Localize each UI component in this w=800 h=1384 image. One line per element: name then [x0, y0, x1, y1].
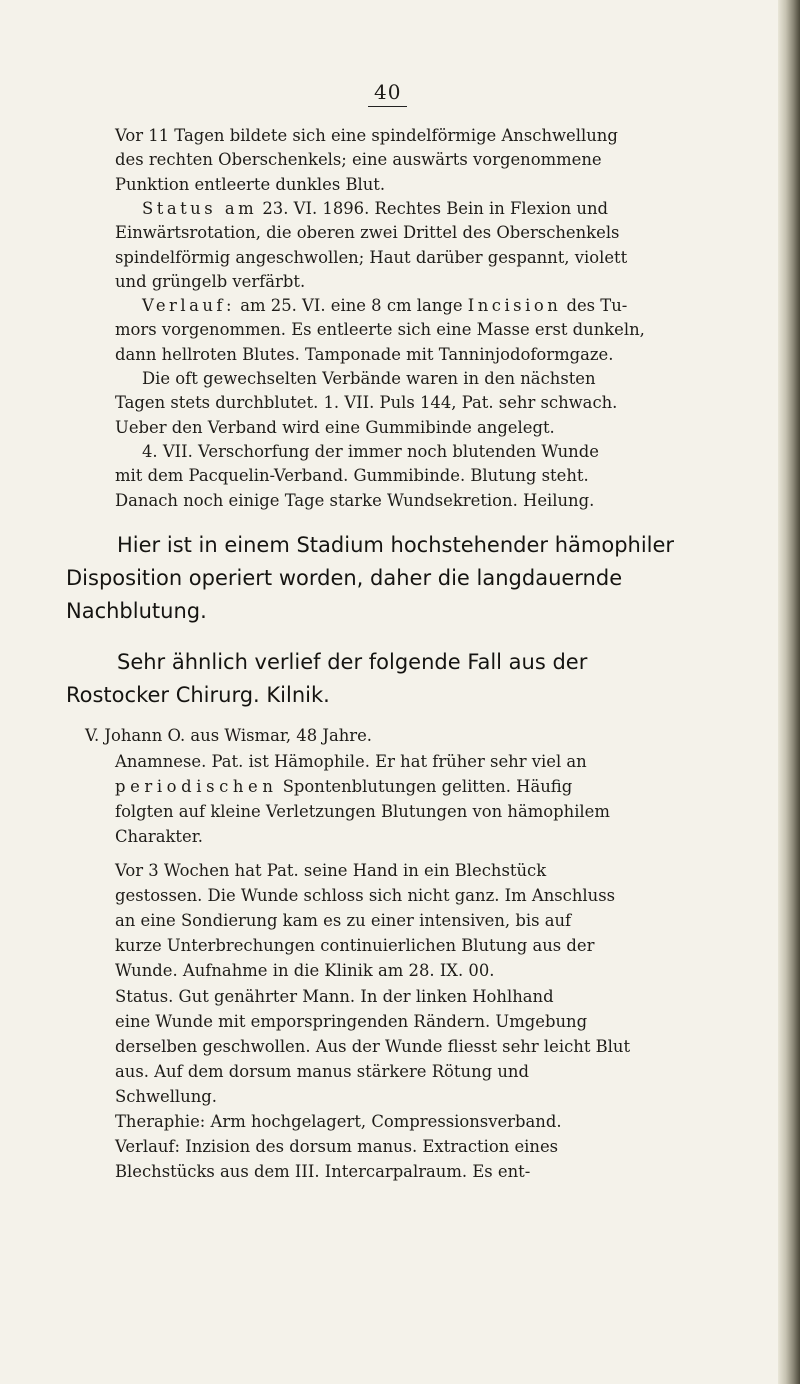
text-line: spindelförmig angeschwollen; Haut darüber gespannt, violett [115, 248, 628, 267]
text-line: Vor 11 Tagen bildete sich eine spindelförmige Anschwellung [115, 126, 618, 145]
text-line: kurze Unterbrechungen continuierlichen Blutung aus der [115, 936, 595, 955]
text-line: aus. Auf dem dorsum manus stärkere Rötung und [115, 1062, 529, 1081]
text-line: und grüngelb verfärbt. [115, 272, 306, 291]
text-line: des rechten Oberschenkels; eine auswärts vorgenommene [115, 150, 602, 169]
remark-line: Rostocker Chirurg. Kilnik. [66, 683, 330, 707]
status-paragraph-first-line [142, 197, 608, 222]
anamnese-line-2-text: Spontenblutungen gelitten. Häufig [277, 777, 573, 796]
text-line: Danach noch einige Tage starke Wundsekretion. Heilung. [115, 491, 595, 510]
text-line: gestossen. Die Wunde schloss sich nicht ganz. Im Anschluss [115, 886, 616, 905]
verlauf-paragraph-first-line [142, 294, 627, 319]
text-line: Theraphie: Arm hochgelagert, Compressionsverband. [115, 1112, 562, 1131]
remark-line: Disposition operiert worden, daher die langdauernde [66, 566, 623, 590]
text-line: Schwellung. [115, 1087, 217, 1106]
text-line: mors vorgenommen. Es entleerte sich eine Masse erst dunkeln, [115, 320, 645, 339]
text-line: Vor 3 Wochen hat Pat. seine Hand in ein Blechstück [115, 861, 547, 880]
text-line: eine Wunde mit emporspringenden Rändern. Umgebung [115, 1012, 588, 1031]
text-line: 4. VII. Verschorfung der immer noch blutenden Wunde [142, 442, 599, 461]
status-text: 23. VI. 1896. Rechtes Bein in Flexion und [257, 199, 609, 218]
status-label: Status am [142, 199, 258, 218]
text-line: Wunde. Aufnahme in die Klinik am 28. IX. 00. [115, 961, 495, 980]
text-line: Punktion entleerte dunkles Blut. [115, 175, 386, 194]
verlauf-text: am 25. VI. eine 8 cm lange [235, 296, 468, 315]
text-line: folgten auf kleine Verletzungen Blutungen von hämophilem [115, 802, 610, 821]
text-line: derselben geschwollen. Aus der Wunde fliesst sehr leicht Blut [115, 1037, 631, 1056]
case-header: V. Johann O. aus Wismar, 48 Jahre. [85, 726, 373, 745]
text-line: Die oft gewechselten Verbände waren in den nächsten [142, 369, 596, 388]
text-line: Ueber den Verband wird eine Gummibinde angelegt. [115, 418, 555, 437]
text-line: Tagen stets durchblutet. 1. VII. Puls 144, Pat. sehr schwach. [115, 393, 618, 412]
text-line: mit dem Pacquelin-Verband. Gummibinde. Blutung steht. [115, 466, 589, 485]
incision-label: Incision [467, 296, 562, 315]
verlauf-text-end: des Tu- [561, 296, 628, 315]
text-line: Einwärtsrotation, die oberen zwei Drittel des Oberschenkels [115, 223, 620, 242]
periodischen-label: periodischen [115, 777, 278, 796]
remark-line: Sehr ähnlich verlief der folgende Fall aus der [117, 650, 588, 674]
remark-line: Nachblutung. [66, 599, 207, 623]
text-line: an eine Sondierung kam es zu einer intensiven, bis auf [115, 911, 572, 930]
text-line: Status. Gut genährter Mann. In der linken Hohlhand [115, 987, 554, 1006]
remark-line: Hier ist in einem Stadium hochstehender hämophiler [117, 533, 675, 557]
anamnese-line-2 [115, 775, 572, 800]
verlauf-label: Verlauf: [142, 296, 236, 315]
page-number: 40 [368, 80, 407, 107]
text-line: Charakter. [115, 827, 203, 846]
text-line: Blechstücks aus dem III. Intercarpalraum. Es ent- [115, 1162, 531, 1181]
page-edge-shadow [778, 0, 800, 1384]
text-line: Verlauf: Inzision des dorsum manus. Extraction eines [115, 1137, 559, 1156]
text-line: dann hellroten Blutes. Tamponade mit Tanninjodoformgaze. [115, 345, 614, 364]
text-line: Anamnese. Pat. ist Hämophile. Er hat früher sehr viel an [115, 752, 587, 771]
